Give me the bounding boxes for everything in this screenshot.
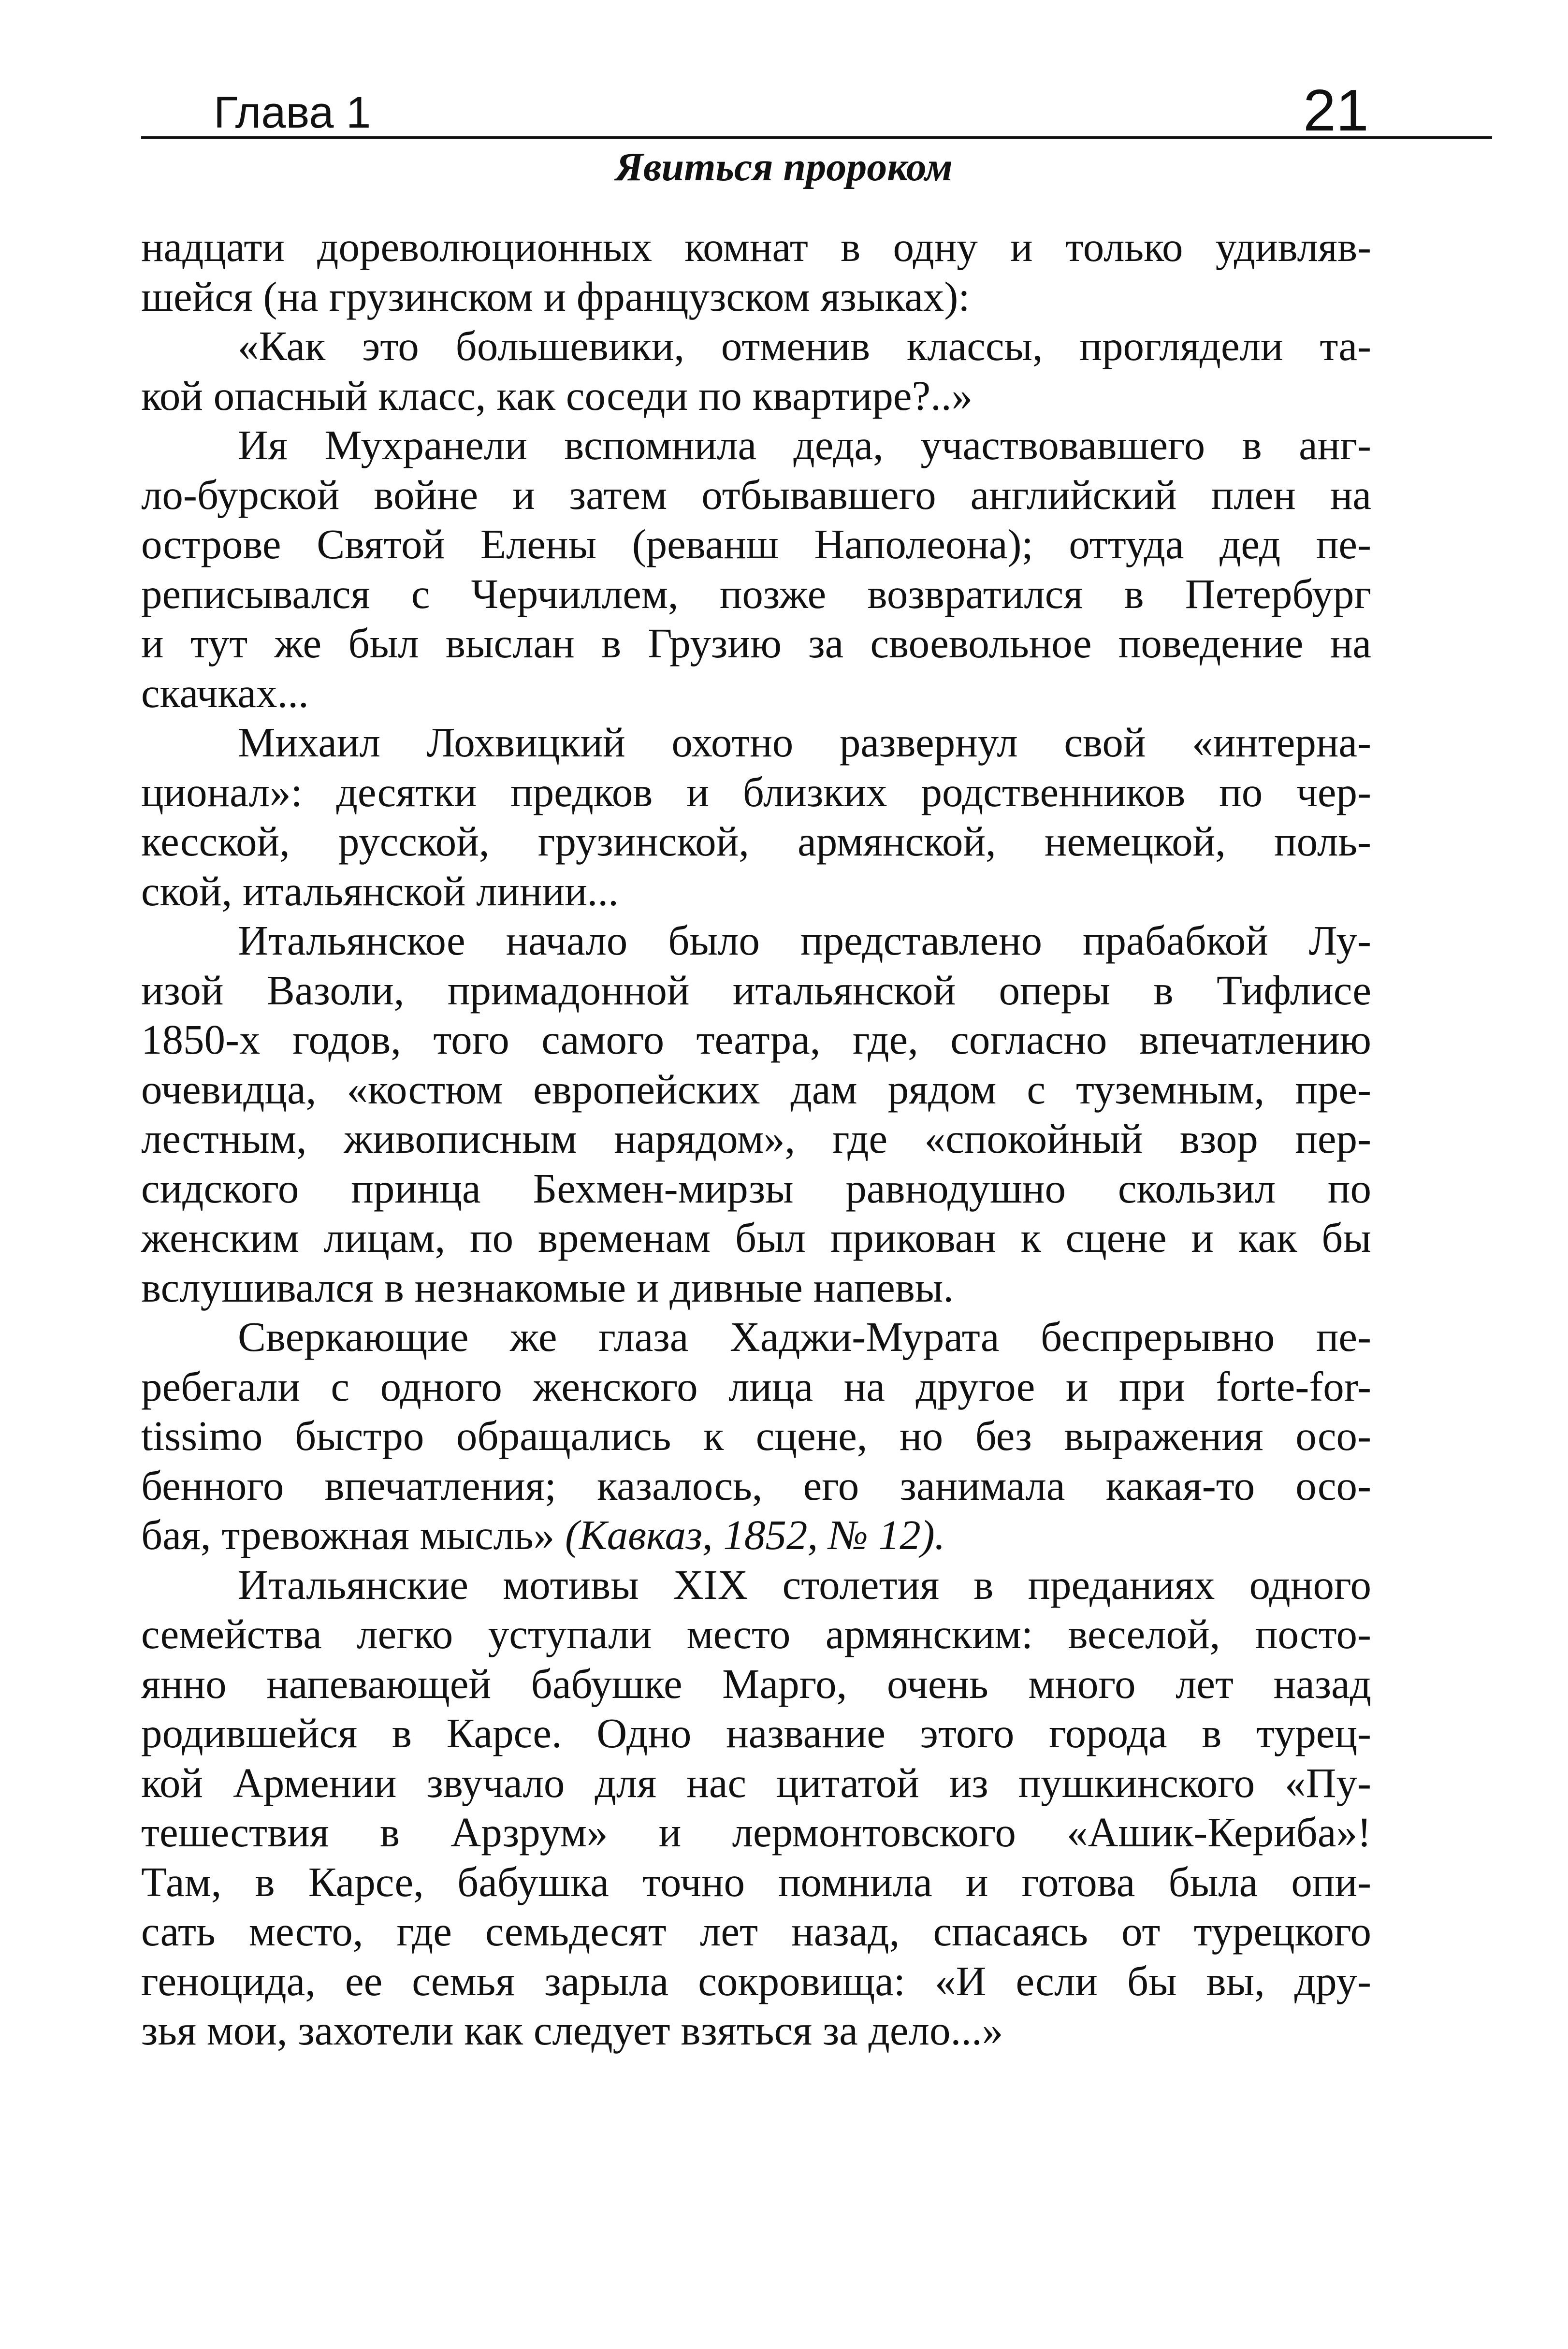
text-line-content: очевидца, «костюм европейских дам рядом с туземным, пре-: [141, 1065, 1371, 1113]
text-line: [141, 1510, 1371, 1560]
text-line: [141, 520, 1371, 569]
text-line-content: 1850-х годов, того самого театра, где, согласно впечатлению: [141, 1016, 1371, 1063]
text-line-content: сать место, где семьдесят лет назад, спасаясь от турецкого: [141, 1908, 1371, 1955]
body-text: [141, 222, 1371, 2056]
text-line-content: янно напевающей бабушке Марго, очень много лет назад: [141, 1660, 1371, 1707]
text-line-content: сидского принца Бехмен-мирзы равнодушно скользил по: [141, 1164, 1371, 1212]
text-line: [141, 321, 1371, 371]
text-line: [141, 1461, 1371, 1511]
text-line-content: ло-бурской войне и затем отбывавшего английский плен на: [141, 471, 1371, 518]
text-line-content: кой Армении звучало для нас цитатой из пушкинского «Пу-: [141, 1759, 1371, 1806]
text-line: [141, 222, 1371, 272]
text-line-content: Сверкающие же глаза Хаджи-Мурата беспрерывно пе-: [238, 1313, 1371, 1360]
text-line: [141, 2006, 1371, 2056]
citation: (Кавказ, 1852, № 12).: [554, 1511, 945, 1558]
text-line: [141, 867, 1371, 916]
text-line: [141, 1362, 1371, 1412]
text-line-content: семейства легко уступали место армянским: веселой, посто-: [141, 1610, 1371, 1657]
text-line-content: ской, итальянской линии...: [141, 867, 619, 914]
text-line: [141, 1857, 1371, 1907]
text-line: [141, 619, 1371, 668]
text-line: [141, 817, 1371, 867]
text-line: [141, 1065, 1371, 1115]
text-line-content: надцати дореволюционных комнат в одну и только удивляв-: [141, 223, 1371, 270]
text-line-content: зья мои, захотели как следует взяться за дело...»: [141, 2007, 1003, 2054]
text-line: [141, 1164, 1371, 1214]
text-line: [141, 1610, 1371, 1659]
text-line-content: Итальянские мотивы XIX столетия в преданиях одного: [238, 1561, 1371, 1608]
text-line-content: ребегали с одного женского лица на другое и при forte-for-: [141, 1363, 1371, 1410]
text-line: [141, 1015, 1371, 1065]
text-line-content: шейся (на грузинском и французском языках):: [141, 273, 970, 320]
text-line: [141, 1213, 1371, 1263]
text-line-content: лестным, живописным нарядом», где «спокойный взор пер-: [141, 1115, 1371, 1162]
text-line-content: «Как это большевики, отменив классы, проглядели та-: [238, 322, 1371, 369]
text-line: [141, 371, 1371, 421]
text-line: [141, 668, 1371, 718]
text-line-content: реписывался с Черчиллем, позже возвратился в Петербург: [141, 570, 1371, 617]
text-line: [141, 916, 1371, 966]
text-line: [141, 1808, 1371, 1857]
text-line: [141, 1312, 1371, 1362]
text-line-content: кой опасный класс, как соседи по квартире?..»: [141, 372, 973, 419]
text-line-content: острове Святой Елены (реванш Наполеона); оттуда дед пе-: [141, 521, 1371, 567]
text-line-content: женским лицам, по временам был прикован к сцене и как бы: [141, 1214, 1371, 1261]
text-line: [141, 272, 1371, 322]
text-line-content: Там, в Карсе, бабушка точно помнила и готова была опи-: [141, 1858, 1371, 1905]
text-line: [141, 1114, 1371, 1164]
text-line-content: тешествия в Арзрум» и лермонтовского «Ашик-Кериба»!: [141, 1809, 1371, 1856]
text-line: [141, 718, 1371, 768]
text-line: [141, 470, 1371, 520]
text-line-content: Ия Мухранели вспомнила деда, участвовавшего в анг-: [238, 421, 1371, 468]
text-line-content: геноцида, ее семья зарыла сокровища: «И если бы вы, дру-: [141, 1957, 1371, 2004]
page-number: 21: [1303, 77, 1369, 143]
text-line: [141, 1659, 1371, 1709]
text-line: [141, 1560, 1371, 1610]
text-line: [141, 1957, 1371, 2006]
running-title: Явиться пророком: [615, 145, 953, 189]
text-line-content: бенного впечатления; казалось, его занимала какая-то осо-: [141, 1462, 1371, 1509]
text-line-content: изой Вазоли, примадонной итальянской оперы в Тифлисе: [141, 966, 1371, 1014]
text-line-content: родившейся в Карсе. Одно название этого города в турец-: [141, 1710, 1371, 1756]
text-line-content: бая, тревожная мысль»: [141, 1511, 555, 1558]
chapter-label: Глава 1: [214, 88, 371, 137]
text-line: [141, 966, 1371, 1015]
text-line-content: Михаил Лохвицкий охотно развернул свой «интерна-: [238, 719, 1371, 766]
text-line-content: кесской, русской, грузинской, армянской, немецкой, поль-: [141, 818, 1371, 865]
text-line-content: Итальянское начало было представлено прабабкой Лу-: [238, 917, 1371, 964]
text-line-content: и тут же был выслан в Грузию за своевольное поведение на: [141, 620, 1371, 667]
text-line: [141, 420, 1371, 470]
text-line: [141, 1907, 1371, 1957]
text-line-content: вслушивался в незнакомые и дивные напевы.: [141, 1263, 954, 1311]
header-rule: [141, 136, 1492, 139]
text-line: [141, 1709, 1371, 1758]
text-line-content: tissimo быстро обращались к сцене, но без выражения осо-: [141, 1412, 1371, 1459]
text-line-content: ционал»: десятки предков и близких родственников по чер-: [141, 768, 1371, 815]
text-line-content: скачках...: [141, 669, 309, 716]
text-line: [141, 569, 1371, 619]
text-line: [141, 768, 1371, 817]
text-line: [141, 1411, 1371, 1461]
text-line: [141, 1758, 1371, 1808]
text-line: [141, 1263, 1371, 1313]
